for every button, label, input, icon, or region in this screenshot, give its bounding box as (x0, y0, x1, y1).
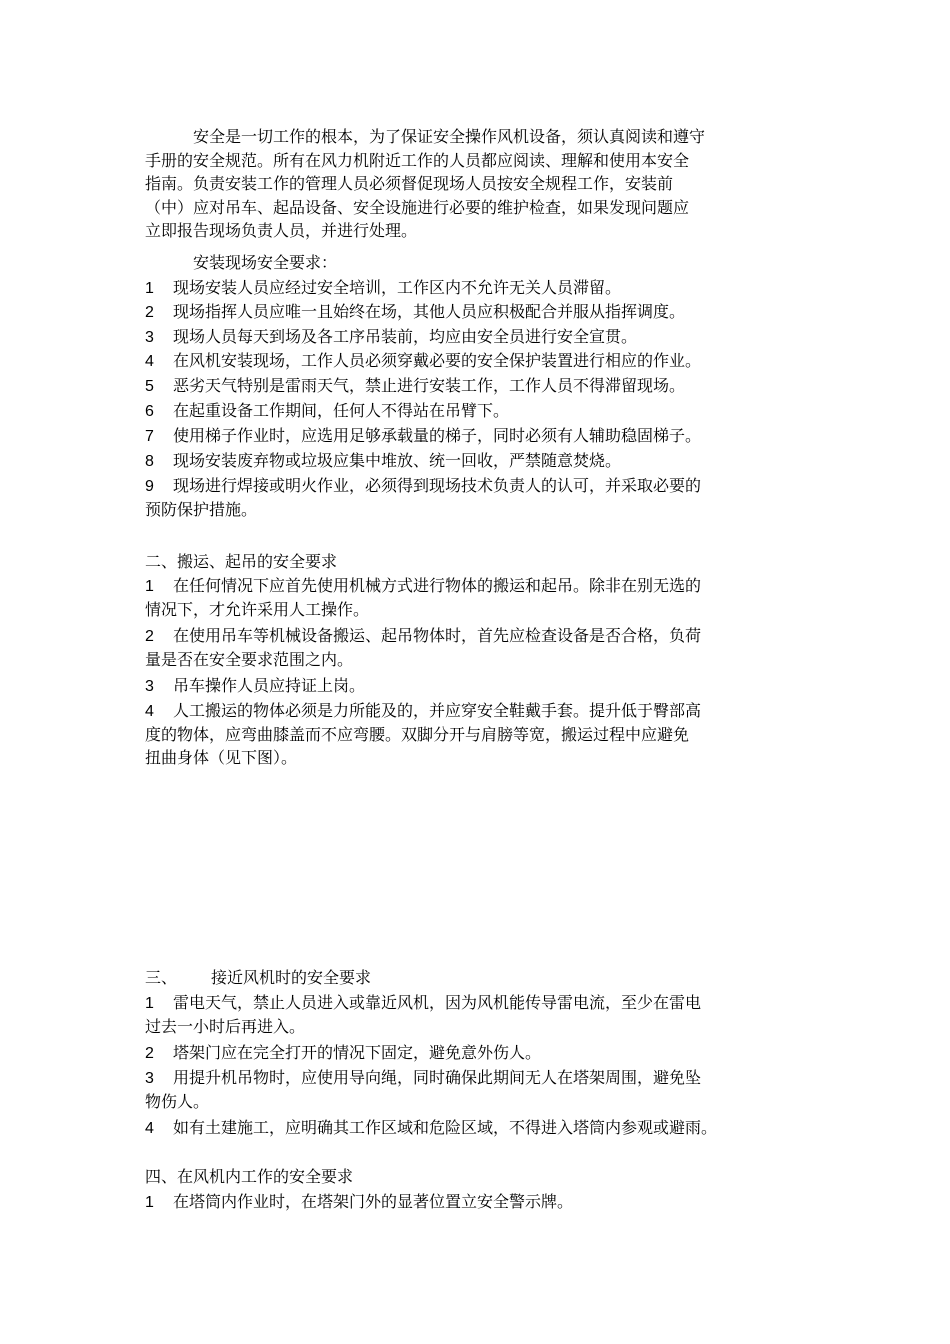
item-text: 现场指挥人员应唯一且始终在场，其他人员应积极配合并服从指挥调度。 (173, 302, 686, 321)
item-text: 在任何情况下应首先使用机械方式进行物体的搬运和起吊。除非在别无选的 (173, 576, 702, 595)
list-item (145, 1190, 825, 1214)
item-text: 现场安装废弃物或垃圾应集中堆放、统一回收，严禁随意焚烧。 (173, 451, 622, 470)
item-text: 预防保护措施。 (145, 499, 258, 519)
intro-line: 立即报告现场负责人员，并进行处理。 (145, 221, 418, 240)
item-number: 8 (145, 453, 154, 470)
item-number: 4 (145, 353, 154, 370)
list-item (145, 349, 825, 373)
item-number: 2 (145, 628, 154, 645)
intro-line: 安全是一切工作的根本，为了保证安全操作风机设备，须认真阅读和遵守 (193, 127, 706, 146)
section-heading: 二、搬运、起吊的安全要求 (145, 552, 338, 571)
intro-subtitle: 安装现场安全要求： (193, 253, 338, 272)
item-text: 现场安装人员应经过安全培训，工作区内不允许无关人员滞留。 (173, 278, 622, 297)
item-text: 用提升机吊物时，应使用导向绳，同时确保此期间无人在塔架周围，避免坠 (173, 1068, 702, 1087)
item-text: 在使用吊车等机械设备搬运、起吊物体时，首先应检查设备是否合格，负荷 (173, 626, 702, 645)
item-text: 扭曲身体（见下图）。 (145, 748, 298, 767)
list-item (145, 674, 825, 698)
intro-line: 指南。负责安装工作的管理人员必须督促现场人员按安全规程工作，安装前 (145, 174, 674, 193)
item-text: 雷电天气，禁止人员进入或靠近风机，因为风机能传导雷电流，至少在雷电 (173, 993, 702, 1012)
document-page (145, 0, 825, 1344)
list-item (145, 991, 825, 1038)
item-text: 使用梯子作业时，应选用足够承载量的梯子，同时必须有人辅助稳固梯子。 (173, 426, 702, 445)
item-number: 3 (145, 1070, 154, 1087)
item-number: 2 (145, 304, 154, 321)
item-text: 现场人员每天到场及各工序吊装前，均应由安全员进行安全宣贯。 (173, 327, 638, 346)
item-number: 4 (145, 703, 154, 720)
item-number: 3 (145, 329, 154, 346)
list-item (145, 449, 825, 473)
item-number: 2 (145, 1045, 154, 1062)
list-item (145, 424, 825, 448)
section-heading-text: 接近风机时的安全要求 (211, 968, 372, 987)
list-item (145, 1066, 825, 1113)
item-text: 人工搬运的物体必须是力所能及的，并应穿安全鞋戴手套。提升低于臀部高 (173, 701, 702, 720)
item-text: 恶劣天气特别是雷雨天气，禁止进行安装工作，工作人员不得滞留现场。 (173, 376, 686, 395)
list-item (145, 300, 825, 324)
item-number: 6 (145, 403, 154, 420)
section-heading-number: 三、 (145, 968, 178, 987)
item-number: 5 (145, 378, 154, 395)
item-number: 1 (145, 280, 154, 297)
item-number: 1 (145, 1194, 154, 1211)
item-text: 如有土建施工，应明确其工作区域和危险区域，不得进入塔筒内参观或避雨。 (173, 1118, 718, 1137)
list-item (145, 624, 825, 671)
intro-paragraph (145, 125, 825, 243)
item-text: 物伤人。 (145, 1091, 210, 1111)
list-item (145, 374, 825, 398)
list-item (145, 1116, 825, 1140)
list-item (145, 1041, 825, 1065)
item-number: 1 (145, 995, 154, 1012)
item-text: 塔架门应在完全打开的情况下固定，避免意外伤人。 (173, 1043, 542, 1062)
list-item (145, 399, 825, 423)
item-number: 4 (145, 1120, 154, 1137)
item-text: 过去一小时后再进入。 (145, 1016, 306, 1036)
intro-line: （中）应对吊车、起品设备、安全设施进行必要的维护检查，如果发现问题应 (145, 197, 690, 217)
item-text: 度的物体，应弯曲膝盖而不应弯腰。双脚分开与肩膀等宽，搬运过程中应避免 (145, 724, 690, 744)
item-number: 7 (145, 428, 154, 445)
item-text: 现场进行焊接或明火作业，必须得到现场技术负责人的认可，并采取必要的 (173, 476, 702, 495)
item-text: 量是否在安全要求范围之内。 (145, 649, 354, 669)
list-item (145, 574, 825, 621)
item-text: 吊车操作人员应持证上岗。 (173, 676, 366, 695)
list-item (145, 325, 825, 349)
section-heading (145, 966, 371, 990)
item-text: 在塔筒内作业时，在塔架门外的显著位置立安全警示牌。 (173, 1192, 574, 1211)
list-item (145, 276, 825, 300)
item-number: 9 (145, 478, 154, 495)
list-item (145, 699, 825, 770)
section-heading: 四、在风机内工作的安全要求 (145, 1167, 354, 1186)
intro-line: 手册的安全规范。所有在风力机附近工作的人员都应阅读、理解和使用本安全 (145, 150, 690, 170)
item-text: 在风机安装现场，工作人员必须穿戴必要的安全保护装置进行相应的作业。 (173, 351, 702, 370)
item-number: 1 (145, 578, 154, 595)
item-number: 3 (145, 678, 154, 695)
item-text: 情况下，才允许采用人工操作。 (145, 599, 370, 619)
item-text: 在起重设备工作期间，任何人不得站在吊臂下。 (173, 401, 510, 420)
list-item (145, 474, 825, 521)
